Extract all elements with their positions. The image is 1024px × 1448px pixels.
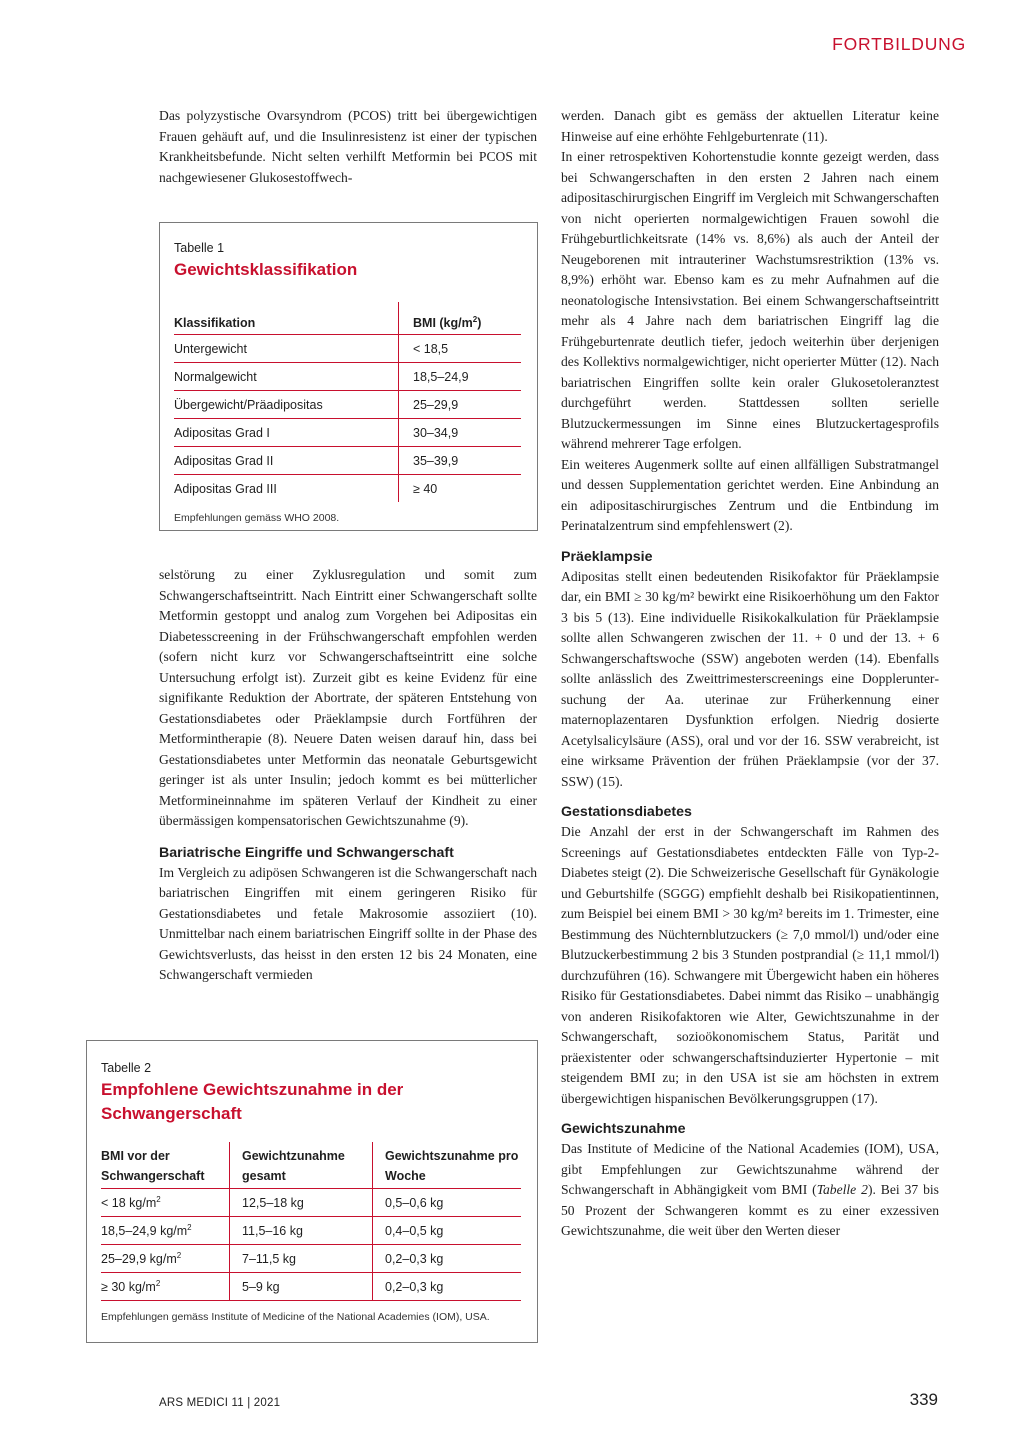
table-1-grid	[174, 302, 521, 502]
table-cell: 11,5–16 kg	[230, 1217, 373, 1245]
section-heading-bariatric: Bariatrische Eingriffe und Schwangerschaft	[159, 844, 454, 861]
body-paragraph: In einer retrospektiven Kohortenstudie konnte gezeigt werden, dass bei Schwangerschaften in den ersten 2 Jahren nach einem adipositaschirurgischen Eingriff im Vergleich mit Schwangerschaften von nicht operierten normalgewichtigen Frauen sowohl die Frühgeburtlichkeitsrate (14% vs. 8,6%) als auch der Anteil der Neugeborenen mit intrauteriner Wachstumsrestriktion (13% vs. 8,9%) erhöht war. Ebenso kam es zu mehr Aufnahmen auf die neonatologische Intensivstation. Bei einem Schwangerschaftseintritt mehr als 4 Jahre nach dem bariatrischen Eingriff lag die Frühgeburtenrate deutlich tiefer, jedoch weiterhin über derjenigen des Kollektivs normalgewichtiger, nicht operierter Mütter (12). Nach bariatrischen Eingriffen sollte kein oraler Glukosetoleranztest durchgeführt werden. Stattdessen sollten serielle Blutzuckermessungen im Sinne eines Blutzuckertagesprofils während mehrerer Tage erfolgen.	[561, 149, 939, 451]
table-cell: Adipositas Grad I	[174, 419, 399, 447]
table-2-header-weekly: Gewichtszunahme pro Woche	[373, 1142, 522, 1189]
section-heading-gestationsdiabetes: Gestationsdiabetes	[561, 804, 692, 820]
right-column	[561, 106, 939, 1242]
table-row	[174, 391, 521, 419]
table-cell: 0,4–0,5 kg	[373, 1217, 522, 1245]
table-cell: < 18 $kg/m^2$	[101, 1189, 230, 1217]
table-cell: Untergewicht	[174, 335, 399, 363]
table-row	[101, 1217, 521, 1245]
table-1-label: Tabelle 1	[174, 241, 225, 255]
table-row	[174, 475, 521, 503]
journal-footer: ARS MEDICI 11 | 2021	[159, 1397, 281, 1409]
table-row	[174, 363, 521, 391]
table-1-header-row	[174, 302, 521, 335]
table-row	[101, 1245, 521, 1273]
body-paragraph: selstörung zu einer Zyklusregulation und somit zum Schwangerschaftseintritt. Nach Eintritt einer Schwangerschaft sollte Metformin gestoppt und analog zum Vorgehen bei Adipositas ein Diabetesscreening in der Frühschwangerschaft empfohlen werden (sofern nicht kurz vor Schwangerschaftseintritt eine solche Untersuchung erfolgt ist). Zurzeit gibt es keine Evidenz für eine signifikante Reduktion der Abortrate, der späteren Entstehung von Gestationsdiabetes oder Präeklampsie durch Fortführen der Metformintherapie (8). Neuere Daten weisen darauf hin, dass bei Gestationsdiabetes unter Metformin das neonatale Geburtsgewicht geringer ist als unter Insulin; jedoch kommt es bei mütterlicher Metformineinnahme im späteren Verlauf der Kindheit zu einer übermässigen kompensatorischen Gewichtszunahme (9).	[159, 567, 537, 828]
table-cell: 25–29,9 $kg/m^2$	[101, 1245, 230, 1273]
table-row	[101, 1273, 521, 1301]
table-1-title: Gewichtsklassifikation	[174, 260, 358, 279]
table-cell: 30–34,9	[399, 419, 522, 447]
section-heading-gewichtszunahme: Gewichtszunahme	[561, 1121, 686, 1137]
table-1-header-bmi: BMI $(kg/m^2)$	[399, 302, 522, 335]
section-heading-praeklampsie: Präeklampsie	[561, 548, 653, 565]
table-cell: 0,2–0,3 kg	[373, 1245, 522, 1273]
body-paragraph: Im Vergleich zu adipösen Schwangeren ist die Schwangerschaft nach bariatrischen Eingriffen mit einem geringeren Risiko für Gestationsdiabetes und fetale Makrosomie assoziiert (10). Unmittelbar nach einem bariatrischen Eingriff sollte in der Phase des Gewichtsverlusts, das heisst in den ersten 12 bis 24 Monaten, eine Schwangerschaft vermieden	[159, 864, 537, 982]
body-paragraph: werden. Danach gibt es gemäss der aktuellen Literatur keine Hinweise auf eine erhöhte Fehlgeburtenrate (11).	[561, 108, 939, 144]
table-cell: Adipositas Grad II	[174, 447, 399, 475]
table-2-header-bmi: BMI vor der Schwangerschaft	[101, 1142, 230, 1189]
table-cell: ≥ 40	[399, 475, 522, 503]
table-row	[174, 419, 521, 447]
table-cell: 5–9 kg	[230, 1273, 373, 1301]
body-paragraph: Das Institute of Medicine of the National Academies (IOM), USA, gibt Empfehlungen zur Gewichtszunahme während der Schwangerschaft in Abhängigkeit vom BMI (Tabelle 2). Bei 37 bis 50 Prozent der Schwangeren kommt es zu einer exzessiven Gewichtszunahme, die weit über den Werten dieser	[561, 1141, 939, 1238]
table-cell: Übergewicht/Präadipositas	[174, 391, 399, 419]
table-1	[159, 222, 538, 531]
table-cell: 18,5–24,9	[399, 363, 522, 391]
page-number: 339	[909, 1390, 938, 1409]
table-cell: 0,5–0,6 kg	[373, 1189, 522, 1217]
table-cell: 7–11,5 kg	[230, 1245, 373, 1273]
table-1-note: Empfehlungen gemäss WHO 2008.	[174, 512, 340, 524]
table-1-header-classification: Klassifikation	[174, 302, 399, 335]
left-column-intro	[159, 106, 537, 188]
table-cell: 0,2–0,3 kg	[373, 1273, 522, 1301]
left-column-body	[159, 565, 537, 986]
table-2-title: Empfohlene Gewichtszunahme in der Schwangerschaft	[101, 1080, 404, 1123]
table-2-note: Empfehlungen gemäss Institute of Medicine of the National Academies (IOM), USA.	[101, 1311, 490, 1323]
section-title: FORTBILDUNG	[832, 34, 966, 54]
table-2-header-total: Gewichtzunahme gesamt	[230, 1142, 373, 1189]
table-reference: Tabelle 2	[816, 1182, 868, 1197]
table-row	[174, 335, 521, 363]
table-2-grid	[101, 1142, 521, 1301]
table-cell: 12,5–18 kg	[230, 1189, 373, 1217]
body-paragraph: Adipositas stellt einen bedeutenden Risikofaktor für Präeklampsie dar, ein BMI ≥ 30 kg/m² bewirkt eine Risikoerhöhung um den Faktor 3 bis 5 (13). Eine individuelle Risikokalkulation für Präeklampsie sollte allen Schwangeren zwischen der 11. + 0 und der 13. + 6 Schwangerschaftswoche (SSW) angeboten werden (14). Ebenfalls sollte anlässlich des Zweittrimesterscreenings eine Doppleruntersuchung der Aa. uterinae zur Früherkennung einer maternoplazentaren Dysfunktion erfolgen. Niedrig dosierte Acetylsalicylsäure (ASS), oral und vor der 16. SSW verabreicht, ist eine wirksame Prävention der frühen Präeklampsie (vor der 37. SSW) (15).	[561, 568, 939, 789]
body-paragraph: Ein weiteres Augenmerk sollte auf einen allfälligen Substratmangel und dessen Supplementation gerichtet werden. Eine Anbindung an ein adipositaschirurgisches Zentrum und die Entbindung im Perinatalzentrum sind empfehlenswert (2).	[561, 456, 939, 533]
table-2-header-row	[101, 1142, 521, 1189]
body-paragraph: Die Anzahl der erst in der Schwangerschaft im Rahmen des Screenings auf Gestationsdiabetes entdeckten Fälle von Typ-2-Diabetes steigt (2). Die Schweizerische Gesellschaft für Gynäkologie und Geburtshilfe (SGGG) empfiehlt deshalb bei Risikopatientinnen, zum Beispiel bei einem BMI > 30 kg/m² bereits im 1. Trimester, eine Bestimmung des Nüchternblutzuckers (≥ 7,0 mmol/l) und/oder eine Blutzuckerbestimmung 2 bis 3 Stunden postprandial (≥ 11,1 mmol/l) durchzuführen (16). Schwangere mit Übergewicht haben ein höheres Risiko für Gestationsdiabetes. Dabei nimmt das Risiko – unabhängig von anderen Risikofaktoren wie Alter, Gewichtszunahme in der Schwangerschaft, sozioökonomischem Status, Parität und präexistenter oder schwangerschaftsinduzierter Hypertonie – mit steigendem BMI zu; in den USA ist sie am höchsten in extrem übergewichtigen hispanischen Bevölkerungsgruppen (17).	[561, 824, 939, 1106]
table-cell: Normalgewicht	[174, 363, 399, 391]
table-2-label: Tabelle 2	[101, 1061, 152, 1075]
table-cell: 18,5–24,9 $kg/m^2$	[101, 1217, 230, 1245]
table-row	[174, 447, 521, 475]
table-2	[86, 1040, 538, 1343]
table-cell: 35–39,9	[399, 447, 522, 475]
intro-paragraph: Das polyzystische Ovarsyndrom (PCOS) tritt bei übergewichtigen Frauen gehäuft auf, und die Insulinresistenz ist einer der typischen Krankheitsbefunde. Nicht selten verhilft Metformin bei PCOS mit nachgewiesener Glukosestoffwech-	[159, 108, 537, 185]
table-cell: Adipositas Grad III	[174, 481, 277, 496]
table-cell: 25–29,9	[399, 391, 522, 419]
table-cell: ≥ 30 $kg/m^2$	[101, 1273, 230, 1301]
table-cell: < 18,5	[399, 335, 522, 363]
table-row	[101, 1189, 521, 1217]
